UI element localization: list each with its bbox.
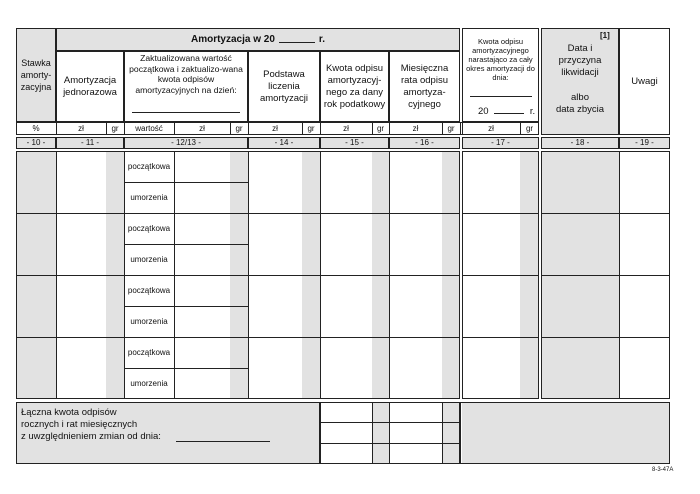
- header-narastajaco-label: Kwota odpisu amortyzacyjnego narastająco za cały okres amortyzacji do dnia:: [466, 36, 535, 82]
- header-miesieczna-label: Miesięczna rata odpisu amortyza-cyjnego: [400, 62, 449, 110]
- header-zaktualizowana-label: Zaktualizowana wartość początkowa i zaktualizo-wana kwota odpisów amortyzacyjnych na dzień:: [129, 53, 243, 95]
- summary-line2: rocznych i rat miesięcznych: [21, 419, 138, 430]
- row1-poczatkowa-label: początkowa: [127, 161, 171, 171]
- row1-umorzenia-label: umorzenia: [130, 192, 168, 202]
- unit-wartosc: wartość: [135, 123, 163, 133]
- colnum-18-label: - 18 -: [570, 138, 590, 147]
- summary-line1: Łączna kwota odpisów: [21, 407, 117, 418]
- colnum-17-label: - 17 -: [491, 138, 510, 147]
- amortyzacja-title: [56, 28, 460, 51]
- header-stawka-label: Stawka amorty-zacyjna: [20, 58, 52, 92]
- header-kwota-odpisu-label: Kwota odpisu amortyzacyj-nego za dany rok podatkowy: [323, 62, 386, 110]
- unit-jednorazowa-gr: gr: [111, 123, 119, 133]
- unit-percent: %: [32, 123, 40, 133]
- unit-kwota-zl: zł: [343, 123, 349, 133]
- colnum-14-label: - 14 -: [274, 138, 294, 147]
- row2-umorzenia-label: umorzenia: [130, 254, 168, 264]
- row2-poczatkowa-label: początkowa: [127, 223, 171, 233]
- narastajaco-year: [478, 106, 535, 117]
- unit-zaktualizowana-gr: gr: [235, 123, 243, 133]
- summary-tail-box: [460, 402, 670, 464]
- narastajaco-year-blank[interactable]: [494, 107, 524, 114]
- unit-podstawa-gr: gr: [307, 123, 315, 133]
- row4-umorzenia-label: umorzenia: [130, 378, 168, 388]
- narastajaco-date-blank[interactable]: [470, 96, 532, 97]
- unit-jednorazowa-zl: zł: [78, 123, 84, 133]
- narastajaco-year-suffix: r.: [529, 106, 536, 117]
- amortyzacja-title-suffix: r.: [318, 33, 326, 45]
- unit-kwota-gr: gr: [376, 123, 385, 133]
- colnum-10-label: - 10 -: [26, 138, 46, 147]
- amortyzacja-title-text: Amortyzacja w 20: [190, 33, 275, 45]
- header-uwagi-label: Uwagi: [631, 75, 658, 87]
- amortyzacja-year-blank[interactable]: [279, 36, 315, 43]
- header-data-zbycia-label: data zbycia: [555, 104, 605, 115]
- colnum-15-label: - 15 -: [345, 138, 364, 147]
- summary-grid: [320, 402, 460, 464]
- colnum-11-label: - 11 -: [80, 138, 100, 147]
- header-albo-label: albo: [571, 92, 589, 103]
- colnum-19-label: - 19 -: [635, 138, 654, 147]
- header-likwidacja-label: Data i przyczyna likwidacji: [558, 43, 602, 78]
- unit-miesieczna-gr: gr: [447, 123, 455, 133]
- colnum-16-label: - 16 -: [415, 138, 434, 147]
- header-jednorazowa-label: Amortyzacja jednorazowa: [63, 74, 117, 98]
- header-podstawa-label: Podstawa liczenia amortyzacji: [259, 68, 309, 104]
- row3-poczatkowa-label: początkowa: [127, 285, 171, 295]
- row4-poczatkowa-label: początkowa: [127, 347, 171, 357]
- summary-date-blank[interactable]: [176, 441, 270, 442]
- narastajaco-year-prefix: 20: [478, 106, 489, 117]
- summary-line3: z uwzględnieniem zmian od dnia:: [21, 431, 161, 442]
- header-likwidacja-footnote: [1]: [600, 31, 610, 40]
- form-code: 8-3-47A: [652, 467, 674, 473]
- unit-miesieczna-zl: zł: [412, 123, 419, 133]
- zaktualizowana-date-blank[interactable]: [132, 112, 240, 113]
- colnum-12-13-label: - 12/13 -: [171, 138, 201, 147]
- unit-narastajaco-gr: gr: [525, 123, 534, 133]
- row3-umorzenia-label: umorzenia: [130, 316, 168, 326]
- unit-narastajaco-zl: zł: [488, 123, 494, 133]
- unit-podstawa-zl: zł: [272, 123, 278, 133]
- unit-zaktualizowana-zl: zł: [199, 123, 205, 133]
